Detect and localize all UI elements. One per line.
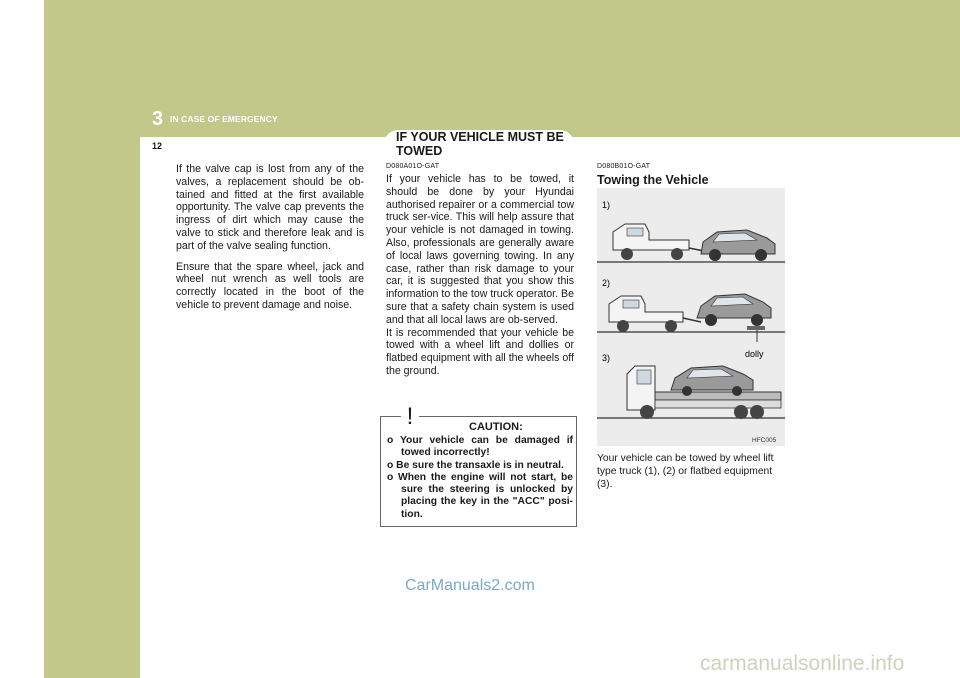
caution-item: o Be sure the transaxle is in neutral. bbox=[387, 459, 564, 471]
watermark-carmanualsonline: carmanualsonline.info bbox=[700, 652, 905, 675]
caution-item: o When the engine will not start, be sure the steering is unlocked by placing the key in the "ACC" posi-tion. bbox=[387, 471, 573, 520]
towing-heading: Towing the Vehicle bbox=[597, 173, 709, 187]
figure-code: HFC005 bbox=[752, 437, 777, 444]
caution-item: o Your vehicle can be damaged if towed incorrectly! bbox=[387, 435, 573, 459]
spare-wheel-paragraph: Ensure that the spare wheel, jack and wheel nut wrench as well tools are correctly located in the boot of the vehicle to prevent damage and noise. bbox=[176, 260, 364, 311]
towing-illustration bbox=[597, 188, 785, 446]
section-code: D080A01O-GAT bbox=[386, 163, 440, 170]
section-title: IF YOUR VEHICLE MUST BE TOWED bbox=[396, 130, 564, 158]
chapter-number: 3 bbox=[152, 108, 164, 130]
chapter-title: IN CASE OF EMERGENCY bbox=[170, 114, 278, 124]
page-number: 12 bbox=[152, 141, 163, 151]
middle-column bbox=[386, 163, 574, 378]
towing-recommendation: It is recommended that your vehicle be towed with a wheel lift and dollies or flatbed equipment with all the wheels off the ground. bbox=[386, 326, 574, 377]
label-2: 2) bbox=[602, 278, 611, 288]
warning-icon bbox=[395, 401, 425, 427]
side-strip bbox=[44, 137, 140, 678]
dolly-label: dolly bbox=[745, 349, 764, 359]
valve-cap-paragraph: If the valve cap is lost from any of the valves, a replacement should be ob-tained and fitted at the first available opportunity. The valve cap prevents the ingress of dirt which may cause the valve to stick and therefore leak and is part of the valve sealing function. bbox=[176, 163, 364, 252]
label-3: 3) bbox=[602, 353, 611, 363]
towing-paragraph: If your vehicle has to be towed, it should be done by your Hyundai authorised repairer or a commercial tow truck ser-vice. This will help assure that your vehicle is not damaged in towing. Also, professionals are generally aware of local laws governing towing. In any case, rather than risk damage to your car, it is suggested that you show this information to the tow truck operator. Be sure that a safety chain system is used and that all local laws are ob-served. bbox=[386, 173, 574, 326]
caution-list bbox=[387, 435, 573, 521]
towing-code: D080B01O-GAT bbox=[597, 163, 651, 170]
left-column bbox=[176, 163, 364, 320]
label-1: 1) bbox=[602, 200, 611, 210]
illustration-caption: Your vehicle can be towed by wheel lift type truck (1), (2) or flatbed equipment (3). bbox=[597, 453, 774, 490]
watermark-carmanuals2: CarManuals2.com bbox=[405, 577, 535, 594]
warning-symbol: ! bbox=[406, 403, 414, 427]
caution-box bbox=[380, 403, 577, 527]
caution-title: CAUTION: bbox=[469, 421, 523, 433]
